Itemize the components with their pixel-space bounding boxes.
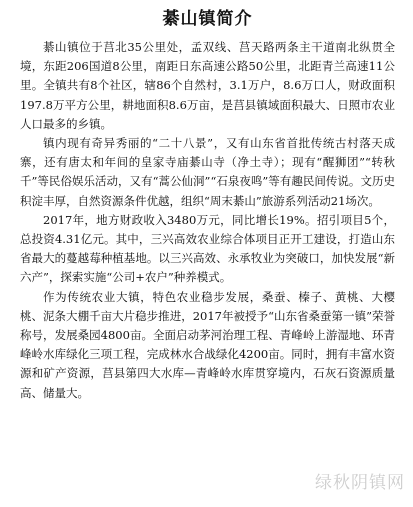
- paragraph-agriculture: 作为传统农业大镇，特色农业稳步发展，桑蚕、榛子、黄桃、大樱桃、泥条大棚千亩大片稳步推进，2017年被授予“山东省桑蚕第一镇”荣誉称号，发展桑园4800亩。全面启动茅河治理工程、青峰岭上游湿地、环青峰岭水库绿化三项工程，完成林水合战绿化4200亩。同时，拥有丰富水资源和矿产资源，莒县第四大水库—青峰岭水库贯穿境内，石灰石资源质量高、储量大。: [20, 289, 395, 400]
- paragraph-location: 綦山镇位于莒北35公里处，孟双线、莒天路两条主干道南北纵贯全境，东距206国道8公里，南距日东高速公路50公里，北距青兰高速11公里。全镇共有8个社区，辖86个自然村，3.1万户，8.6万口人，财政面积197.8万平方公里，耕地面积8.6万亩，是莒县镇域面积最大、日照市农业人口最多的乡镇。: [20, 40, 395, 131]
- paragraph-economy: 2017年，地方财政收入3480万元，同比增长19%。招引项目5个，总投资4.31亿元。其中，三兴高效农业综合体项目正开工建设，打造山东省最大的蔓越莓种植基地。以三兴高效、永承牧业为突破口，加快发展“新六产”，探索实施“公司+农户”种养模式。: [20, 212, 395, 285]
- watermark: 绿秋阴镇网: [315, 473, 405, 493]
- document-title: 綦山镇简介: [162, 9, 253, 29]
- paragraph-scenery: 镇内现有奇异秀丽的“二十八景”，又有山东省首批传统古村落天成寨，还有唐太和年间的皇家寺庙綦山寺（净土寺）；现有“醒狮团”“转秋千”等民俗娱乐活动，又有“蒿公仙洞”“石泉夜鸣”等有趣民间传说。文历史积淀丰厚，自然资源条件优越，组织“周末綦山”旅游系列活动21场次。: [20, 136, 395, 208]
